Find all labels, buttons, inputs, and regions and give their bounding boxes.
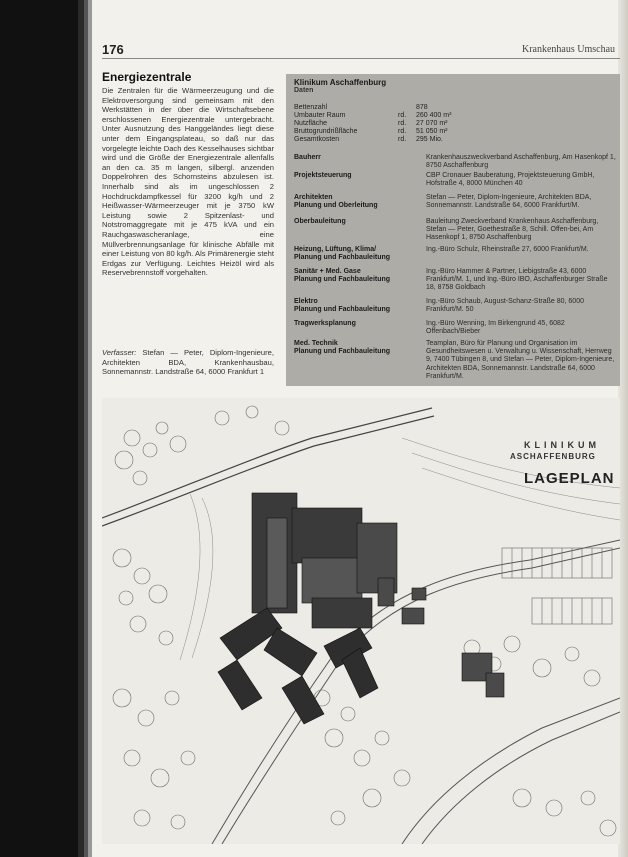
fact-unit: rd. xyxy=(398,120,407,127)
fact-value: 27 070 m² xyxy=(416,120,448,127)
responsibility-party: Ing.-Büro Schaub, August-Schanz-Straße 80, 6000 Frankfurt/M. 50 xyxy=(426,298,584,314)
responsibility-party: Krankenhauszweckverband Aschaffenburg, Am Hasenkopf 1, 8750 Aschaffenburg xyxy=(426,154,616,170)
responsibility-role: Sanitär + Med. Gase Planung und Fachbauleitung xyxy=(294,268,391,284)
page-number: 176 xyxy=(102,42,124,57)
responsibility-party: Stefan — Peter, Diplom-Ingenieure, Architekten BDA, Sonnemannstr. Landstraße 64, 6000 Frankfurt/M. xyxy=(426,194,592,210)
responsibility-row xyxy=(294,340,615,384)
responsibility-party: Teamplan, Büro für Planung und Organisation im Gesundheitswesen u. Verwaltung u. Wissenschaft, Herrweg 9, 7400 Tübingen 8, und Stefan — Peter, Diplom-Ingenieure, Architekten BDA, Sonnemannstr. Landstraße 64, 6000 Frankfurt/M. xyxy=(426,340,615,380)
article-body: Die Zentralen für die Wärmeerzeugung und die Elektroversorgung sind gemeinsam mit den Werkstätten in der über die Wirtschaftsebene erschlossenen Energiezentrale untergebracht. Unter Ausnutzung des Hanggeländes liegt diese unter dem Eingangsplateau, so daß nur das vorgelegte leichte Dach des Kesselhauses sichtbar wird und die Größe der Energiezentrale allenfalls an den ca. 35 m langen, silbergl. anzenden Doppelrohren des Schornsteins abzulesen ist. Innerhalb sind als im ungeschlossen 2 Hochdruckdampfkessel für 3200 kg/h und 2 Heißwasser-Wärmeerzeuger mit je 3750 kW Leistung sowie 2 Spitzenlast- und Notstromaggregate mit je 475 kVA und ein Rauchgaswascheranlage, eine Müllverbrennungsanlage für klinische Abfälle mit einer Leistung von 80 kg/h. Als Primärenergie steht Erdgas zur Verfügung. Leichtes Heizöl wird als Reservebrennstoff vorgehalten. xyxy=(102,86,274,278)
plan-title: LAGEPLAN xyxy=(524,470,615,487)
book-binding xyxy=(0,0,92,857)
site-plan-drawing xyxy=(102,398,620,844)
section-title: Energiezentrale xyxy=(102,70,192,84)
responsibility-row xyxy=(294,194,612,216)
responsibility-row xyxy=(294,246,612,264)
plan-logo-line-2: ASCHAFFENBURG xyxy=(510,452,596,461)
responsibility-party: Ing.-Büro Schulz, Rheinstraße 27, 6000 Frankfurt/M. xyxy=(426,246,589,253)
fact-label: Bruttogrundrißfläche xyxy=(294,128,358,135)
responsibility-role: Elektro Planung und Fachbauleitung xyxy=(294,298,391,314)
responsibility-row xyxy=(294,268,612,296)
fact-row xyxy=(294,104,428,111)
responsibility-role: Projektsteuerung xyxy=(294,172,352,179)
responsibility-party: CBP Cronauer Bauberatung, Projektsteuerung GmbH, Hofstraße 4, 8000 München 40 xyxy=(426,172,595,188)
fact-value: 260 400 m³ xyxy=(416,112,452,119)
fact-row xyxy=(294,112,451,119)
responsibility-row xyxy=(294,172,612,190)
fact-row xyxy=(294,120,448,127)
fact-value: 51 050 m² xyxy=(416,128,448,135)
project-data-box xyxy=(286,74,620,386)
responsibility-row xyxy=(294,154,616,170)
responsibility-row xyxy=(294,218,612,244)
fact-label: Nutzfläche xyxy=(294,120,328,127)
responsibility-row xyxy=(294,298,612,316)
author-name: Stefan — Peter, Diplom-Ingenieure, Architekten BDA, Krankenhausbau, Sonnemannstr. Landstraße 64, 6000 Frankfurt 1 xyxy=(102,348,274,377)
author-lead: Verfasser: xyxy=(102,348,137,357)
fact-unit: rd. xyxy=(398,128,407,135)
responsibility-role: Med. Technik Planung und Fachbauleitung xyxy=(294,340,391,356)
fact-label: Bettenzahl xyxy=(294,104,328,111)
plan-logo-line-1: KLINIKUM xyxy=(524,440,600,450)
fact-value: 878 xyxy=(416,104,428,111)
fact-row xyxy=(294,136,443,143)
info-box-subtitle: Daten xyxy=(294,87,314,94)
site-plan xyxy=(102,398,620,844)
responsibility-role: Oberbauleitung xyxy=(294,218,346,225)
fact-label: Gesamtkosten xyxy=(294,136,340,143)
running-head: Krankenhaus Umschau xyxy=(522,44,616,55)
responsibility-role: Bauherr xyxy=(294,154,321,161)
header-rule xyxy=(102,58,620,59)
responsibility-role: Architekten Planung und Oberleitung xyxy=(294,194,378,210)
fact-row xyxy=(294,128,448,135)
responsibility-party: Ing.-Büro Wenning, Im Birkengrund 45, 6082 Offenbach/Bieber xyxy=(426,320,565,336)
responsibility-role: Tragwerksplanung xyxy=(294,320,356,327)
responsibility-row xyxy=(294,320,612,338)
author-credit xyxy=(102,348,274,377)
responsibility-party: Ing.-Büro Hammer & Partner, Liebigstraße 43, 6000 Frankfurt/M. 1, und Ing.-Büro IBO, Aschaffenburger Straße 18, 8758 Goldbach xyxy=(426,268,608,292)
fact-label: Umbauter Raum xyxy=(294,112,346,119)
responsibility-party: Bauleitung Zweckverband Krankenhaus Aschaffenburg, Stefan — Peter, Goethestraße 8, Schill. Offen-bei, Am Hasenkopf 1, 8750 Aschaffenburg xyxy=(426,218,599,242)
info-box-title: Klinikum Aschaffenburg xyxy=(294,78,387,87)
fact-value: 295 Mio. xyxy=(416,136,443,143)
fact-unit: rd. xyxy=(398,112,407,119)
fact-unit: rd. xyxy=(398,136,407,143)
responsibility-role: Heizung, Lüftung, Klima/ Planung und Fachbauleitung xyxy=(294,246,391,262)
